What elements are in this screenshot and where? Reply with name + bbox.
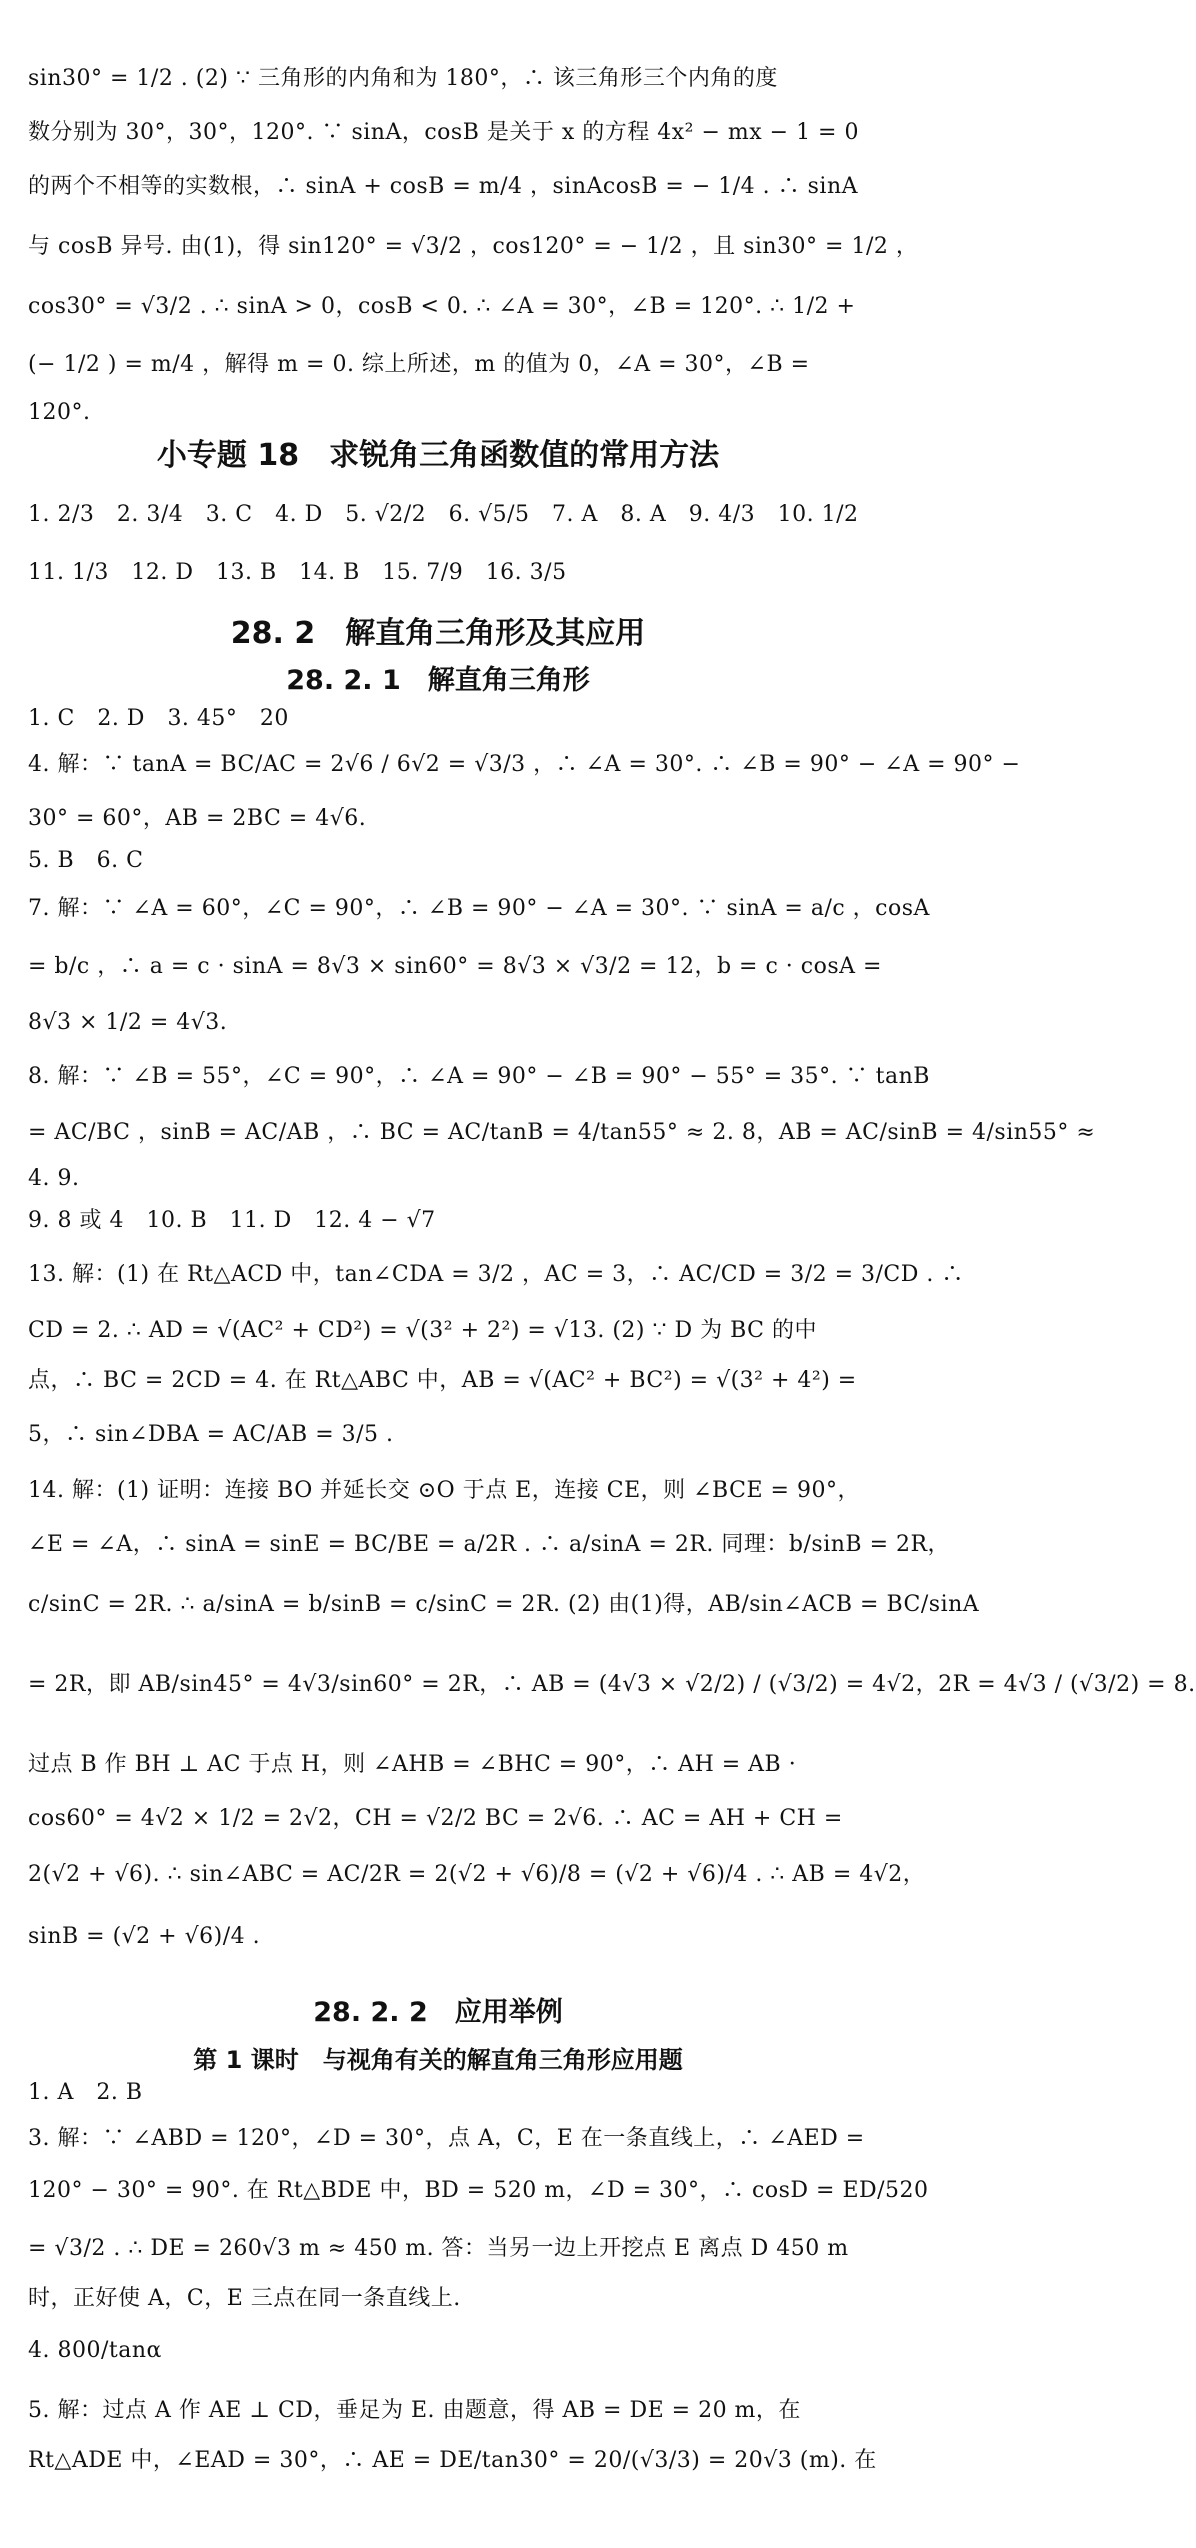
answer-line: = √3/2 . ∴ DE = 260√3 m ≈ 450 m. 答：当另一边上开挖点 E 离点 D 450 m	[28, 2236, 849, 2261]
answer-line: 11. 1/3 12. D 13. B 14. B 15. 7/9 16. 3/5	[28, 560, 567, 585]
answer-line: 4. 9.	[28, 1166, 80, 1191]
lesson-heading: 第 1 课时 与视角有关的解直角三角形应用题	[193, 2046, 683, 2074]
answer-line: 5，∴ sin∠DBA = AC/AB = 3/5 .	[28, 1422, 394, 1447]
answer-line: 过点 B 作 BH ⊥ AC 于点 H，则 ∠AHB = ∠BHC = 90°，∴ AH = AB ·	[28, 1752, 797, 1777]
text-line: (− 1/2 ) = m/4 ，解得 m = 0. 综上所述，m 的值为 0，∠A = 30°，∠B =	[28, 352, 810, 377]
subsection-heading: 28. 2. 2 应用举例	[313, 1997, 563, 2028]
answer-line: cos60° = 4√2 × 1/2 = 2√2，CH = √2/2 BC = 2√6. ∴ AC = AH + CH =	[28, 1806, 843, 1831]
answer-line: 13. 解：(1) 在 Rt△ACD 中，tan∠CDA = 3/2 ，AC = 3，∴ AC/CD = 3/2 = 3/CD . ∴	[28, 1262, 964, 1287]
answer-line: CD = 2. ∴ AD = √(AC² + CD²) = √(3² + 2²) = √13. (2) ∵ D 为 BC 的中	[28, 1318, 817, 1343]
subsection-heading: 28. 2. 1 解直角三角形	[286, 665, 590, 696]
answer-line: = AC/BC ，sinB = AC/AB ，∴ BC = AC/tanB = 4/tan55° ≈ 2. 8，AB = AC/sinB = 4/sin55° ≈	[28, 1120, 1096, 1145]
text-line: 的两个不相等的实数根，∴ sinA + cosB = m/4 ，sinAcosB = − 1/4 . ∴ sinA	[28, 174, 859, 199]
answer-line: c/sinC = 2R. ∴ a/sinA = b/sinB = c/sinC = 2R. (2) 由(1)得，AB/sin∠ACB = BC/sinA	[28, 1592, 980, 1617]
answer-line: 5. B 6. C	[28, 848, 144, 873]
answer-line: 1. C 2. D 3. 45° 20	[28, 706, 289, 731]
answer-line: 8√3 × 1/2 = 4√3.	[28, 1010, 228, 1035]
answer-line: 120° − 30° = 90°. 在 Rt△BDE 中，BD = 520 m，∠D = 30°，∴ cosD = ED/520	[28, 2178, 929, 2203]
answer-line: 点，∴ BC = 2CD = 4. 在 Rt△ABC 中，AB = √(AC² + BC²) = √(3² + 4²) =	[28, 1368, 857, 1393]
answer-line: 4. 800/tanα	[28, 2338, 162, 2363]
answer-line: 14. 解：(1) 证明：连接 BO 并延长交 ⊙O 于点 E，连接 CE，则 ∠BCE = 90°，	[28, 1478, 860, 1503]
answer-line: = 2R，即 AB/sin45° = 4√3/sin60° = 2R，∴ AB = (4√3 × √2/2) / (√3/2) = 4√2，2R = 4√3 / (√3/2) = 8.	[28, 1672, 1196, 1697]
text-line: 数分别为 30°，30°，120°. ∵ sinA，cosB 是关于 x 的方程 4x² − mx − 1 = 0	[28, 120, 859, 145]
answer-line: 8. 解：∵ ∠B = 55°，∠C = 90°，∴ ∠A = 90° − ∠B = 90° − 55° = 35°. ∵ tanB	[28, 1064, 930, 1089]
text-line: 120°.	[28, 400, 91, 425]
answer-line: 5. 解：过点 A 作 AE ⊥ CD，垂足为 E. 由题意，得 AB = DE = 20 m，在	[28, 2398, 801, 2423]
answer-line: 时，正好使 A，C，E 三点在同一条直线上.	[28, 2286, 461, 2311]
answer-line: 30° = 60°，AB = 2BC = 4√6.	[28, 806, 367, 831]
text-line: sin30° = 1/2 . (2) ∵ 三角形的内角和为 180°，∴ 该三角形三个内角的度	[28, 66, 778, 91]
answer-line: ∠E = ∠A，∴ sinA = sinE = BC/BE = a/2R . ∴ a/sinA = 2R. 同理：b/sinB = 2R，	[28, 1532, 951, 1557]
answer-line: 7. 解：∵ ∠A = 60°，∠C = 90°，∴ ∠B = 90° − ∠A = 30°. ∵ sinA = a/c ，cosA	[28, 896, 930, 921]
answer-line: = b/c ，∴ a = c · sinA = 8√3 × sin60° = 8√3 × √3/2 = 12，b = c · cosA =	[28, 954, 882, 979]
topic-heading: 小专题 18 求锐角三角函数值的常用方法	[156, 438, 720, 473]
answer-line: 3. 解：∵ ∠ABD = 120°，∠D = 30°，点 A，C，E 在一条直线上，∴ ∠AED =	[28, 2126, 865, 2151]
answer-line: 2(√2 + √6). ∴ sin∠ABC = AC/2R = 2(√2 + √6)/8 = (√2 + √6)/4 . ∴ AB = 4√2，	[28, 1862, 926, 1887]
answer-line: Rt△ADE 中，∠EAD = 30°，∴ AE = DE/tan30° = 20/(√3/3) = 20√3 (m). 在	[28, 2448, 877, 2473]
answer-line: 9. 8 或 4 10. B 11. D 12. 4 − √7	[28, 1208, 436, 1233]
answer-line: 1. A 2. B	[28, 2080, 143, 2105]
text-line: cos30° = √3/2 . ∴ sinA > 0，cosB < 0. ∴ ∠A = 30°，∠B = 120°. ∴ 1/2 +	[28, 294, 856, 319]
answer-line: sinB = (√2 + √6)/4 .	[28, 1924, 261, 1949]
answer-line: 1. 2/3 2. 3/4 3. C 4. D 5. √2/2 6. √5/5 7. A 8. A 9. 4/3 10. 1/2	[28, 502, 859, 527]
text-line: 与 cosB 异号. 由(1)，得 sin120° = √3/2 ，cos120° = − 1/2 ，且 sin30° = 1/2 ，	[28, 234, 919, 259]
section-heading: 28. 2 解直角三角形及其应用	[230, 616, 646, 651]
answer-line: 4. 解：∵ tanA = BC/AC = 2√6 / 6√2 = √3/3 ，∴ ∠A = 30°. ∴ ∠B = 90° − ∠A = 90° −	[28, 752, 1021, 777]
